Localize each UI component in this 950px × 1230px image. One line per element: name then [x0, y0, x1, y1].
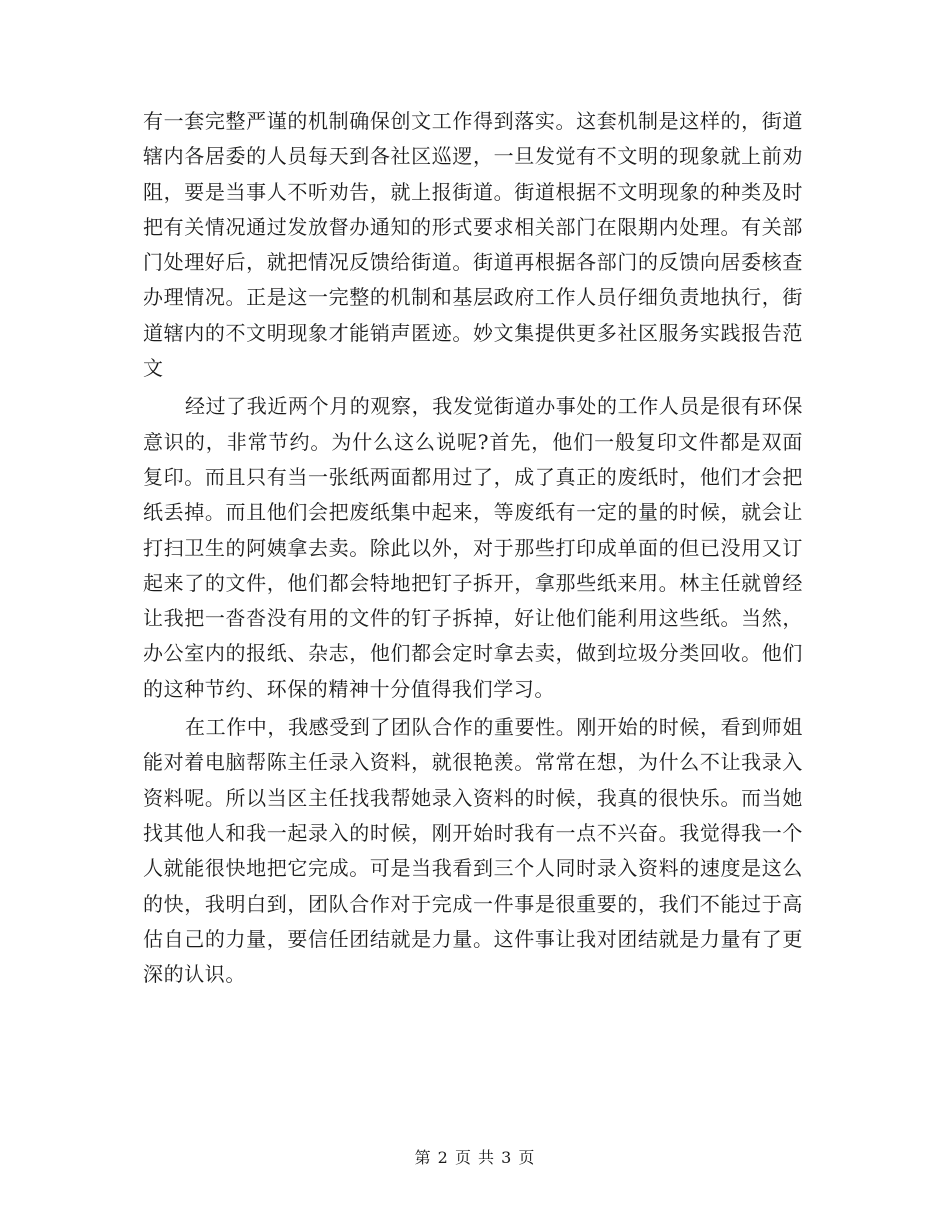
paragraph-2: 经过了我近两个月的观察，我发觉街道办事处的工作人员是很有环保意识的，非常节约。为什么这么说呢?首先，他们一般复印文件都是双面复印。而且只有当一张纸两面都用过了，成了真正的废纸时，他们才会把纸丢掉。而且他们会把废纸集中起来，等废纸有一定的量的时候，就会让打扫卫生的阿姨拿去卖。除此以外，对于那些打印成单面的但已没用又订起来了的文件，他们都会特地把钉子拆开，拿那些纸来用。林主任就曾经让我把一沓沓没有用的文件的钉子拆掉，好让他们能利用这些纸。当然，办公室内的报纸、杂志，他们都会定时拿去卖，做到垃圾分类回收。他们的这种节约、环保的精神十分值得我们学习。 — [143, 394, 803, 701]
paragraph-1: 有一套完整严谨的机制确保创文工作得到落实。这套机制是这样的，街道辖内各居委的人员每天到各社区巡逻，一旦发觉有不文明的现象就上前劝阻，要是当事人不听劝告，就上报街道。街道根据不文明现象的种类及时把有关情况通过发放督办通知的形式要求相关部门在限期内处理。有关部门处理好后，就把情况反馈给街道。街道再根据各部门的反馈向居委核查办理情况。正是这一完整的机制和基层政府工作人员仔细负责地执行，街道辖内的不文明现象才能销声匿迹。妙文集提供更多社区服务实践报告范文 — [143, 109, 803, 381]
page-number-label: 第 2 页 共 3 页 — [414, 1148, 536, 1167]
paragraph-3: 在工作中，我感受到了团队合作的重要性。刚开始的时候，看到师姐能对着电脑帮陈主任录入资料，就很艳羡。常常在想，为什么不让我录入资料呢。所以当区主任找我帮她录入资料的时候，我真的很快乐。而当她找其他人和我一起录入的时候，刚开始时我有一点不兴奋。我觉得我一个人就能很快地把它完成。可是当我看到三个人同时录入资料的速度是这么的快，我明白到，团队合作对于完成一件事是很重要的，我们不能过于高估自己的力量，要信任团结就是力量。这件事让我对团结就是力量有了更深的认识。 — [143, 715, 803, 987]
page-footer — [0, 1148, 950, 1168]
document-body — [143, 104, 803, 992]
